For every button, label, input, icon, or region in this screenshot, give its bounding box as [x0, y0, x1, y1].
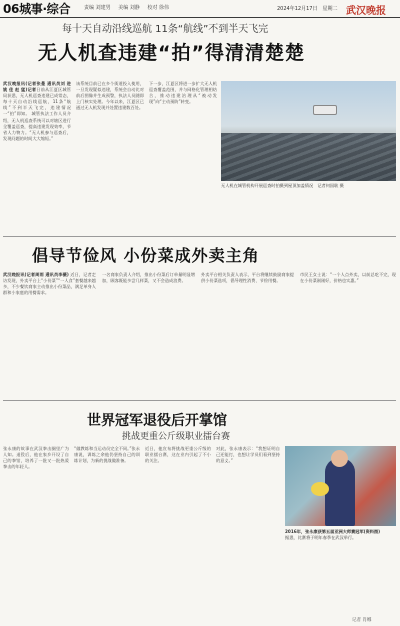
- story2-byline: 武汉晚报讯(记者周雨 通讯员李薇): [3, 272, 69, 277]
- section-divider: [3, 236, 396, 237]
- story1-subhead: 每十天自动沿线巡航 11条“航线”不到半天飞完: [62, 24, 269, 35]
- editor-credits: [84, 4, 175, 11]
- drone-rooftop-photo: [221, 81, 396, 181]
- story2-col3-text: 外卖平台相关负责人表示，平台将继续鼓励商家提供小份菜选项，倡导理性消费、节俭用餐。: [201, 272, 294, 284]
- story1-column-3: [149, 81, 217, 231]
- story3-column-4: [216, 446, 280, 612]
- boxer-face: [331, 450, 348, 467]
- bouquet-icon: [311, 482, 329, 496]
- story3-photo-caption: [285, 529, 396, 541]
- story3-col3-text: 近日，他宣布将挑战更重公斤级的职业擂台赛，这在业内引起了不小的关注。: [145, 446, 211, 464]
- story3-col4-text: 对此，张永康表示：“我想证明自己还能打，也想让学员们看到坚持的意义。”: [216, 446, 280, 464]
- page-header: [0, 0, 400, 18]
- story2-column-1: [3, 272, 96, 394]
- story2-col2-text: 一名商家负责人介绍，推出小份菜后订单量明显增加，顾客既能多尝几样菜，又不会造成浪费。: [102, 272, 195, 284]
- story1-byline: 武汉晚报讯(记者张曼 通讯员刘 进 姚 佳 赵 猛)记者: [3, 81, 71, 93]
- story1-column-1: [3, 81, 71, 231]
- footer-editor: 记者 肖娜: [352, 618, 372, 623]
- story2-col1-text: 近日，记者走访发现，外卖平台上“小份菜”“一人食”套餐越来越多，不少餐饮商家主动推出小份菜品，满足单身人群和小家庭的用餐需求。: [3, 272, 96, 296]
- story1-lead: 日前从江夏区城管局获悉，无人机巡查违建已成常态，每十天自动沿线巡航，11条“航线”不到半天飞完，违建情况一“拍”即知。: [3, 87, 71, 117]
- story2-headline: 倡导节俭风 小份菜成外卖主角: [32, 246, 260, 265]
- drone-icon: [313, 105, 337, 115]
- story2-column-2: [102, 272, 195, 394]
- story3-headline: 世界冠军退役后开掌馆: [87, 413, 227, 429]
- page-footer: [0, 616, 400, 626]
- story2-col4-text: 市民王女士说：“一个人点外卖，以前总吃不完，现在小份菜刚刚好，价格也实惠。”: [300, 272, 396, 284]
- story1-col3-text: 下一步，江夏区将进一步扩大无人机巡查覆盖范围，并与网格化管理相结合，推动违建治理从“被动发现”向“主动预防”转变。: [149, 81, 217, 105]
- story3-caption-title: 2016年，张永康获第五届亚洲大师赛冠军(资料图): [285, 529, 381, 534]
- newspaper-logo: 武汉晚报: [346, 6, 386, 17]
- story3-col1-text: 张永康的故事在武汉拳击圈里广为人知。退役后，他在家乡开设了自己的拳馆，培养了一批又一批热爱拳击的年轻人。: [3, 446, 69, 470]
- story3-column-2: [74, 446, 140, 612]
- story1-photo-caption: 无人机在城管机构开展巡查时拍摄到屋顶加盖情况 记者何国耿 摄: [221, 183, 344, 188]
- story3-caption-body: 据悉，比赛将于明年春季在武汉举行。: [285, 535, 357, 540]
- rooftop-image-area: [221, 133, 396, 181]
- story1-headline: 无人机查违建“拍”得清清楚楚: [38, 42, 305, 64]
- story1-col2-text: 该系统目前已在多个街道投入使用，一旦发现疑似违建，系统会自动比对前后图像并生成预警，执法人员随即上门核实处理。今年以来，江夏区已通过无人机发现并处置违建数百处。: [76, 81, 144, 111]
- story3-column-3: [145, 446, 211, 612]
- section-title: 06城事·综合: [3, 2, 71, 16]
- story1-col1-text: 城管执法工作人员介绍，无人机巡查系统可以对辖区进行全覆盖巡查，提高违建发现效率，节省人力物力。“无人机参与巡查后，发现问题的时间大大缩短。”: [3, 111, 71, 141]
- story3-column-1: [3, 446, 69, 612]
- story3-subhead: 挑战更重公斤级职业擂台赛: [122, 432, 231, 442]
- story2-column-4: [300, 272, 396, 394]
- credit-editor: 责编 刘建男: [84, 5, 111, 11]
- story1-column-2: [76, 81, 144, 231]
- boxer-photo: [285, 446, 396, 526]
- credit-proofreader: 校对 徐伟: [147, 5, 169, 11]
- story3-col2-text: “做教练和当运动员完全不同。”张永康说，训练之余他仍坚持自己的训练计划，为新的挑战做准备。: [74, 446, 140, 464]
- boxer-figure: [325, 458, 355, 526]
- story2-column-3: [201, 272, 294, 394]
- section-divider-2: [3, 400, 396, 401]
- issue-date: 2024年12月17日 星期二: [277, 6, 338, 12]
- credit-designer: 美编 刘静: [118, 5, 140, 11]
